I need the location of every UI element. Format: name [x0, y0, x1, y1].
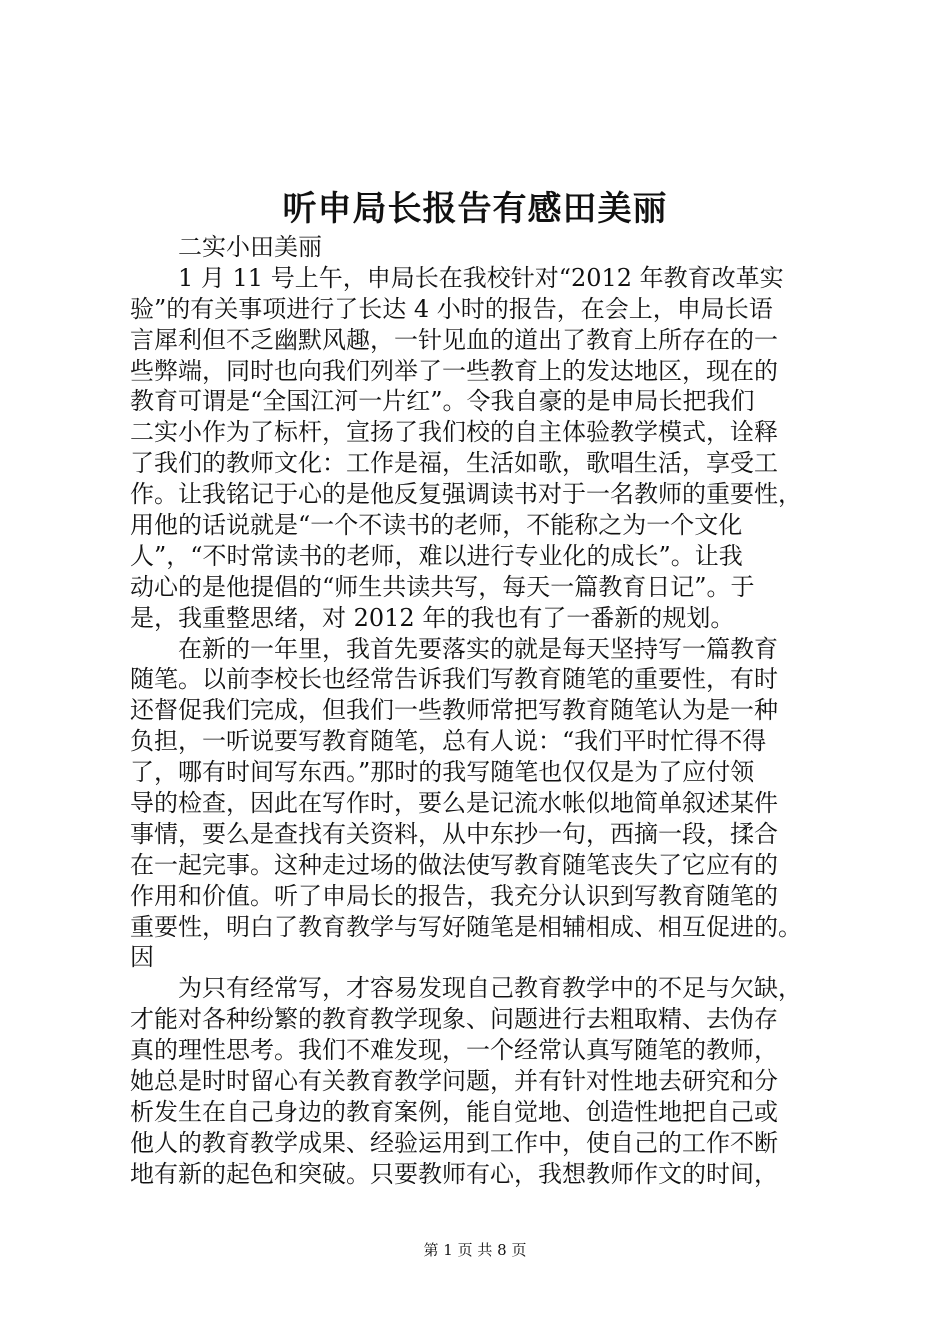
- text-line: 在一起完事。这种走过场的做法使写教育随笔丧失了它应有的: [130, 850, 778, 879]
- text-line: 因: [130, 943, 154, 972]
- text-line: 才能对各种纷繁的教育教学现象、问题进行去粗取精、去伪存: [130, 1005, 778, 1034]
- text-line: 随笔。以前李校长也经常告诉我们写教育随笔的重要性，有时: [130, 665, 778, 694]
- text-line: 二实小作为了标杆，宣扬了我们校的自主体验教学模式，诠释: [130, 418, 778, 447]
- text-line: 负担，一听说要写教育随笔，总有人说：“我们平时忙得不得: [130, 727, 767, 756]
- text-line: 导的检查，因此在写作时，要么是记流水帐似地简单叙述某件: [130, 789, 778, 818]
- text-line: 他人的教育教学成果、经验运用到工作中，使自己的工作不断: [130, 1128, 778, 1157]
- text-line: 教育可谓是“全国江河一片红”。令我自豪的是申局长把我们: [130, 387, 755, 416]
- text-line: 了我们的教师文化：工作是福，生活如歌，歌唱生活，享受工: [130, 449, 778, 478]
- text-line: 作。让我铭记于心的是他反复强调读书对于一名教师的重要性，: [130, 480, 802, 509]
- text-line: 是，我重整思绪，对 2012 年的我也有了一番新的规划。: [130, 603, 735, 632]
- text-line: 言犀利但不乏幽默风趣，一针见血的道出了教育上所存在的一: [130, 325, 778, 354]
- text-line: 二实小田美丽: [130, 233, 322, 261]
- text-line: 她总是时时留心有关教育教学问题，并有针对性地去研究和分: [130, 1067, 778, 1096]
- text-line: 验”的有关事项进行了长达 4 小时的报告，在会上，申局长语: [130, 294, 773, 323]
- text-line: 地有新的起色和突破。只要教师有心，我想教师作文的时间，: [130, 1159, 778, 1188]
- text-line: 人”，“不时常读书的老师，难以进行专业化的成长”。让我: [130, 541, 743, 570]
- text-line: 在新的一年里，我首先要落实的就是每天坚持写一篇教育: [130, 634, 778, 663]
- text-line: 用他的话说就是“一个不读书的老师，不能称之为一个文化: [130, 511, 743, 540]
- page-footer: 第 1 页 共 8 页: [423, 1241, 527, 1259]
- text-line: 为只有经常写，才容易发现自己教育教学中的不足与欠缺，: [130, 974, 802, 1003]
- text-line: 重要性，明白了教育教学与写好随笔是相辅相成、相互促进的。: [130, 912, 802, 941]
- text-line: 动心的是他提倡的“师生共读共写，每天一篇教育日记”。于: [130, 572, 755, 601]
- text-line: 了，哪有时间写东西。”那时的我写随笔也仅仅是为了应付领: [130, 758, 755, 787]
- text-line: 还督促我们完成，但我们一些教师常把写教育随笔认为是一种: [130, 696, 778, 725]
- text-line: 些弊端，同时也向我们列举了一些教育上的发达地区，现在的: [130, 356, 778, 385]
- text-line: 作用和价值。听了申局长的报告，我充分认识到写教育随笔的: [130, 881, 778, 910]
- text-line: 析发生在自己身边的教育案例，能自觉地、创造性地把自己或: [130, 1097, 778, 1126]
- text-line: 1 月 11 号上午，申局长在我校针对“2012 年教育改革实: [130, 263, 784, 292]
- document-body: [130, 232, 822, 1190]
- document-title: 听申局长报告有感田美丽: [282, 189, 668, 229]
- text-line: 真的理性思考。我们不难发现，一个经常认真写随笔的教师，: [130, 1036, 778, 1065]
- text-line: 事情，要么是查找有关资料，从中东抄一句，西摘一段，揉合: [130, 819, 778, 848]
